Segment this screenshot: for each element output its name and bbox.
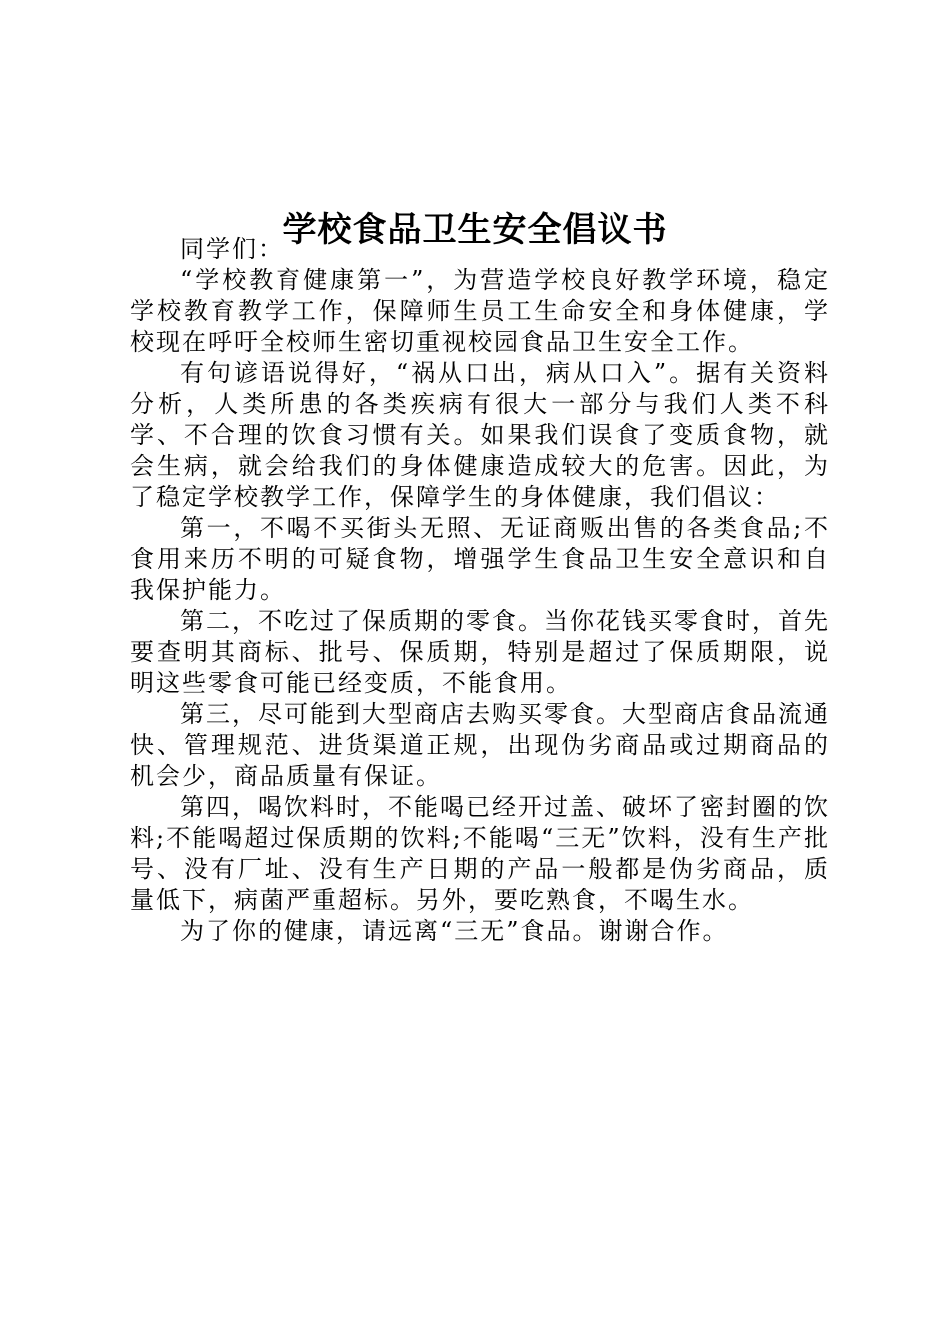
paragraph-third: 第三，尽可能到大型商店去购买零食。大型商店食品流通快、管理规范、进货渠道正规，出现伪劣商品或过期商品的机会少，商品质量有保证。 <box>130 700 830 790</box>
paragraph-second: 第二，不吃过了保质期的零食。当你花钱买零食时，首先要查明其商标、批号、保质期，特别是超过了保质期限，说明这些零食可能已经变质，不能食用。 <box>130 607 830 697</box>
salutation: 同学们： <box>180 235 284 263</box>
paragraph-first: 第一，不喝不买街头无照、无证商贩出售的各类食品;不食用来历不明的可疑食物，增强学生食品卫生安全意识和自我保护能力。 <box>130 514 830 604</box>
document-body <box>130 234 830 947</box>
paragraph-fourth: 第四，喝饮料时，不能喝已经开过盖、破坏了密封圈的饮料;不能喝超过保质期的饮料;不能喝“三无”饮料，没有生产批号、没有厂址、没有生产日期的产品一般都是伪劣商品，质量低下，病菌严重超标。另外，要吃熟食，不喝生水。 <box>130 793 830 914</box>
document-title: 学校食品卫生安全倡议书 <box>282 209 668 250</box>
paragraph-closing: 为了你的健康，请远离“三无”食品。谢谢合作。 <box>180 917 729 945</box>
paragraph-reason: 有句谚语说得好，“祸从口出，病从口入”。据有关资料分析，人类所患的各类疾病有很大一部分与我们人类不科学、不合理的饮食习惯有关。如果我们误食了变质食物，就会生病，就会给我们的身体健康造成较大的危害。因此，为了稳定学校教学工作，保障学生的身体健康，我们倡议： <box>130 359 830 511</box>
paragraph-intro: “学校教育健康第一”，为营造学校良好教学环境，稳定学校教育教学工作，保障师生员工生命安全和身体健康，学校现在呼吁全校师生密切重视校园食品卫生安全工作。 <box>130 266 830 356</box>
